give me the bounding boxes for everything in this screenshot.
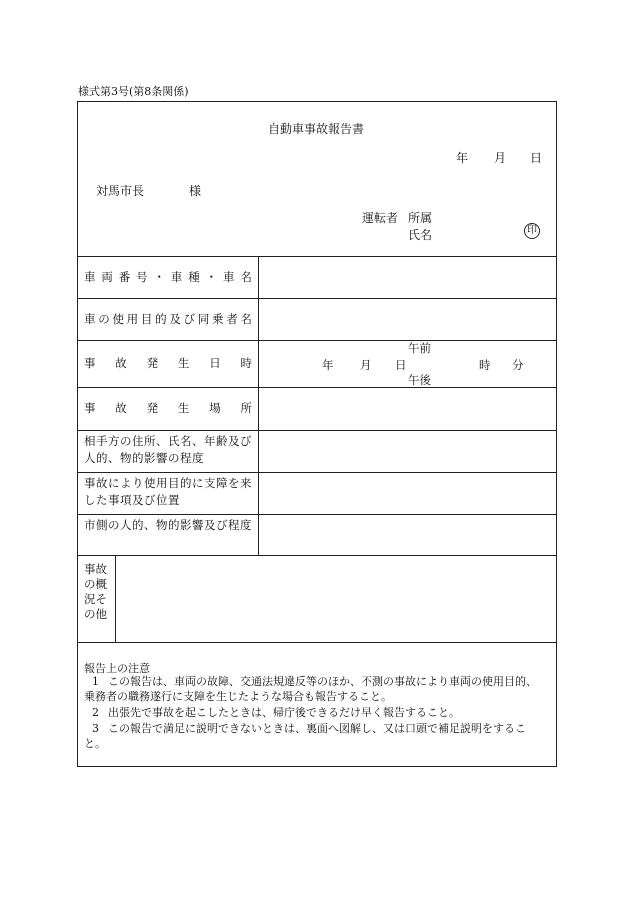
honorific: 様 — [189, 184, 202, 198]
row-divider — [78, 340, 556, 341]
city-side-label: 市側の人的、物的影響及び程度 — [84, 518, 252, 532]
label-char: 車 — [84, 270, 96, 284]
other-party-label: 相手方の住所、氏名、年齢及び人的、物的影響の程度 — [84, 434, 252, 465]
form-label: 様式第3号(第8条関係) — [78, 85, 189, 98]
note-text: 出張先で事故を起こしたときは、帰庁後できるだけ早く報告すること。 — [108, 706, 460, 719]
label-char: 的 — [155, 312, 167, 326]
label-char: 車 — [84, 312, 96, 326]
seal-mark: 印 — [524, 223, 540, 239]
label-char: 故 — [115, 356, 127, 370]
label-char: 号 — [136, 270, 148, 284]
label-char: 及 — [169, 312, 181, 326]
note-number: 2 — [92, 706, 99, 719]
label-char: 事 — [84, 401, 96, 415]
column-divider — [115, 555, 116, 642]
place-label — [84, 400, 254, 417]
datetime-label — [84, 355, 254, 372]
label-char: 使 — [112, 312, 124, 326]
label-char: 車 — [223, 270, 235, 284]
driver-affiliation-label: 所属 — [408, 211, 433, 225]
label-char: 日 — [209, 356, 221, 370]
document-title: 自動車事故報告書 — [268, 122, 365, 136]
hindrance-label: 事故により使用目的に支障を来した事項及び位置 — [84, 476, 252, 507]
notes-title: 報告上の注意 — [84, 662, 150, 675]
label-char: 車 — [170, 270, 183, 284]
label-char: 事 — [84, 356, 96, 370]
row-divider — [78, 472, 556, 473]
report-date-month: 月 — [494, 151, 507, 165]
label-char: ・ — [153, 270, 165, 284]
datetime-month: 月 — [360, 358, 372, 372]
note-text: この報告で満足に説明できないときは、裏面へ図解し、又は口頭で補足説明をすること。 — [84, 722, 526, 750]
datetime-hour: 時 — [479, 358, 491, 372]
row-divider — [78, 298, 556, 299]
label-char: 発 — [146, 356, 159, 370]
driver-name-label: 氏名 — [408, 228, 433, 242]
row-divider — [78, 555, 556, 556]
label-char: 種 — [188, 270, 200, 284]
label-char: 者 — [226, 312, 238, 326]
label-char: 名 — [240, 270, 252, 284]
label-char: 目 — [140, 312, 153, 326]
report-date-year: 年 — [456, 151, 469, 165]
report-date-day: 日 — [530, 151, 543, 165]
row-divider — [78, 387, 556, 388]
datetime-pm: 午後 — [408, 373, 431, 387]
datetime-am: 午前 — [408, 341, 431, 355]
note-text: この報告は、車両の故障、交通法規違反等のほか、不測の事故により車両の使用目的、乗務者の職務遂行に支障を生じたような場合も報告すること。 — [84, 675, 537, 703]
label-char: 乗 — [211, 312, 224, 326]
label-char: び — [183, 312, 196, 326]
label-char: 同 — [197, 312, 210, 326]
row-divider — [78, 514, 556, 515]
addressee: 対馬市長 — [96, 184, 145, 198]
label-char: 番 — [118, 270, 131, 284]
label-char: ・ — [205, 270, 218, 284]
datetime-minute: 分 — [512, 358, 524, 372]
label-char: 生 — [177, 356, 190, 370]
row-divider — [78, 256, 556, 257]
driver-label: 運転者 — [362, 211, 399, 225]
note-item — [84, 674, 544, 704]
purpose-label — [84, 311, 254, 328]
label-char: 故 — [115, 401, 127, 415]
vehicle-number-label — [84, 269, 254, 286]
note-number: 3 — [92, 722, 99, 735]
label-char: 時 — [240, 356, 252, 370]
column-divider — [258, 256, 259, 555]
row-divider — [78, 430, 556, 431]
label-char: 発 — [146, 401, 159, 415]
note-number: 1 — [92, 675, 99, 688]
summary-label: 事故の概況その他 — [84, 562, 107, 621]
label-char: 生 — [177, 401, 190, 415]
label-char: 両 — [101, 270, 113, 284]
label-char: 場 — [209, 401, 221, 415]
label-char: の — [98, 312, 110, 326]
label-char: 名 — [240, 312, 252, 326]
note-item — [84, 705, 544, 720]
label-char: 用 — [126, 312, 139, 326]
label-char: 所 — [240, 401, 252, 415]
report-form — [77, 101, 557, 767]
row-divider — [78, 642, 556, 643]
note-item — [84, 721, 544, 751]
datetime-day: 日 — [395, 358, 407, 372]
datetime-year: 年 — [322, 358, 334, 372]
